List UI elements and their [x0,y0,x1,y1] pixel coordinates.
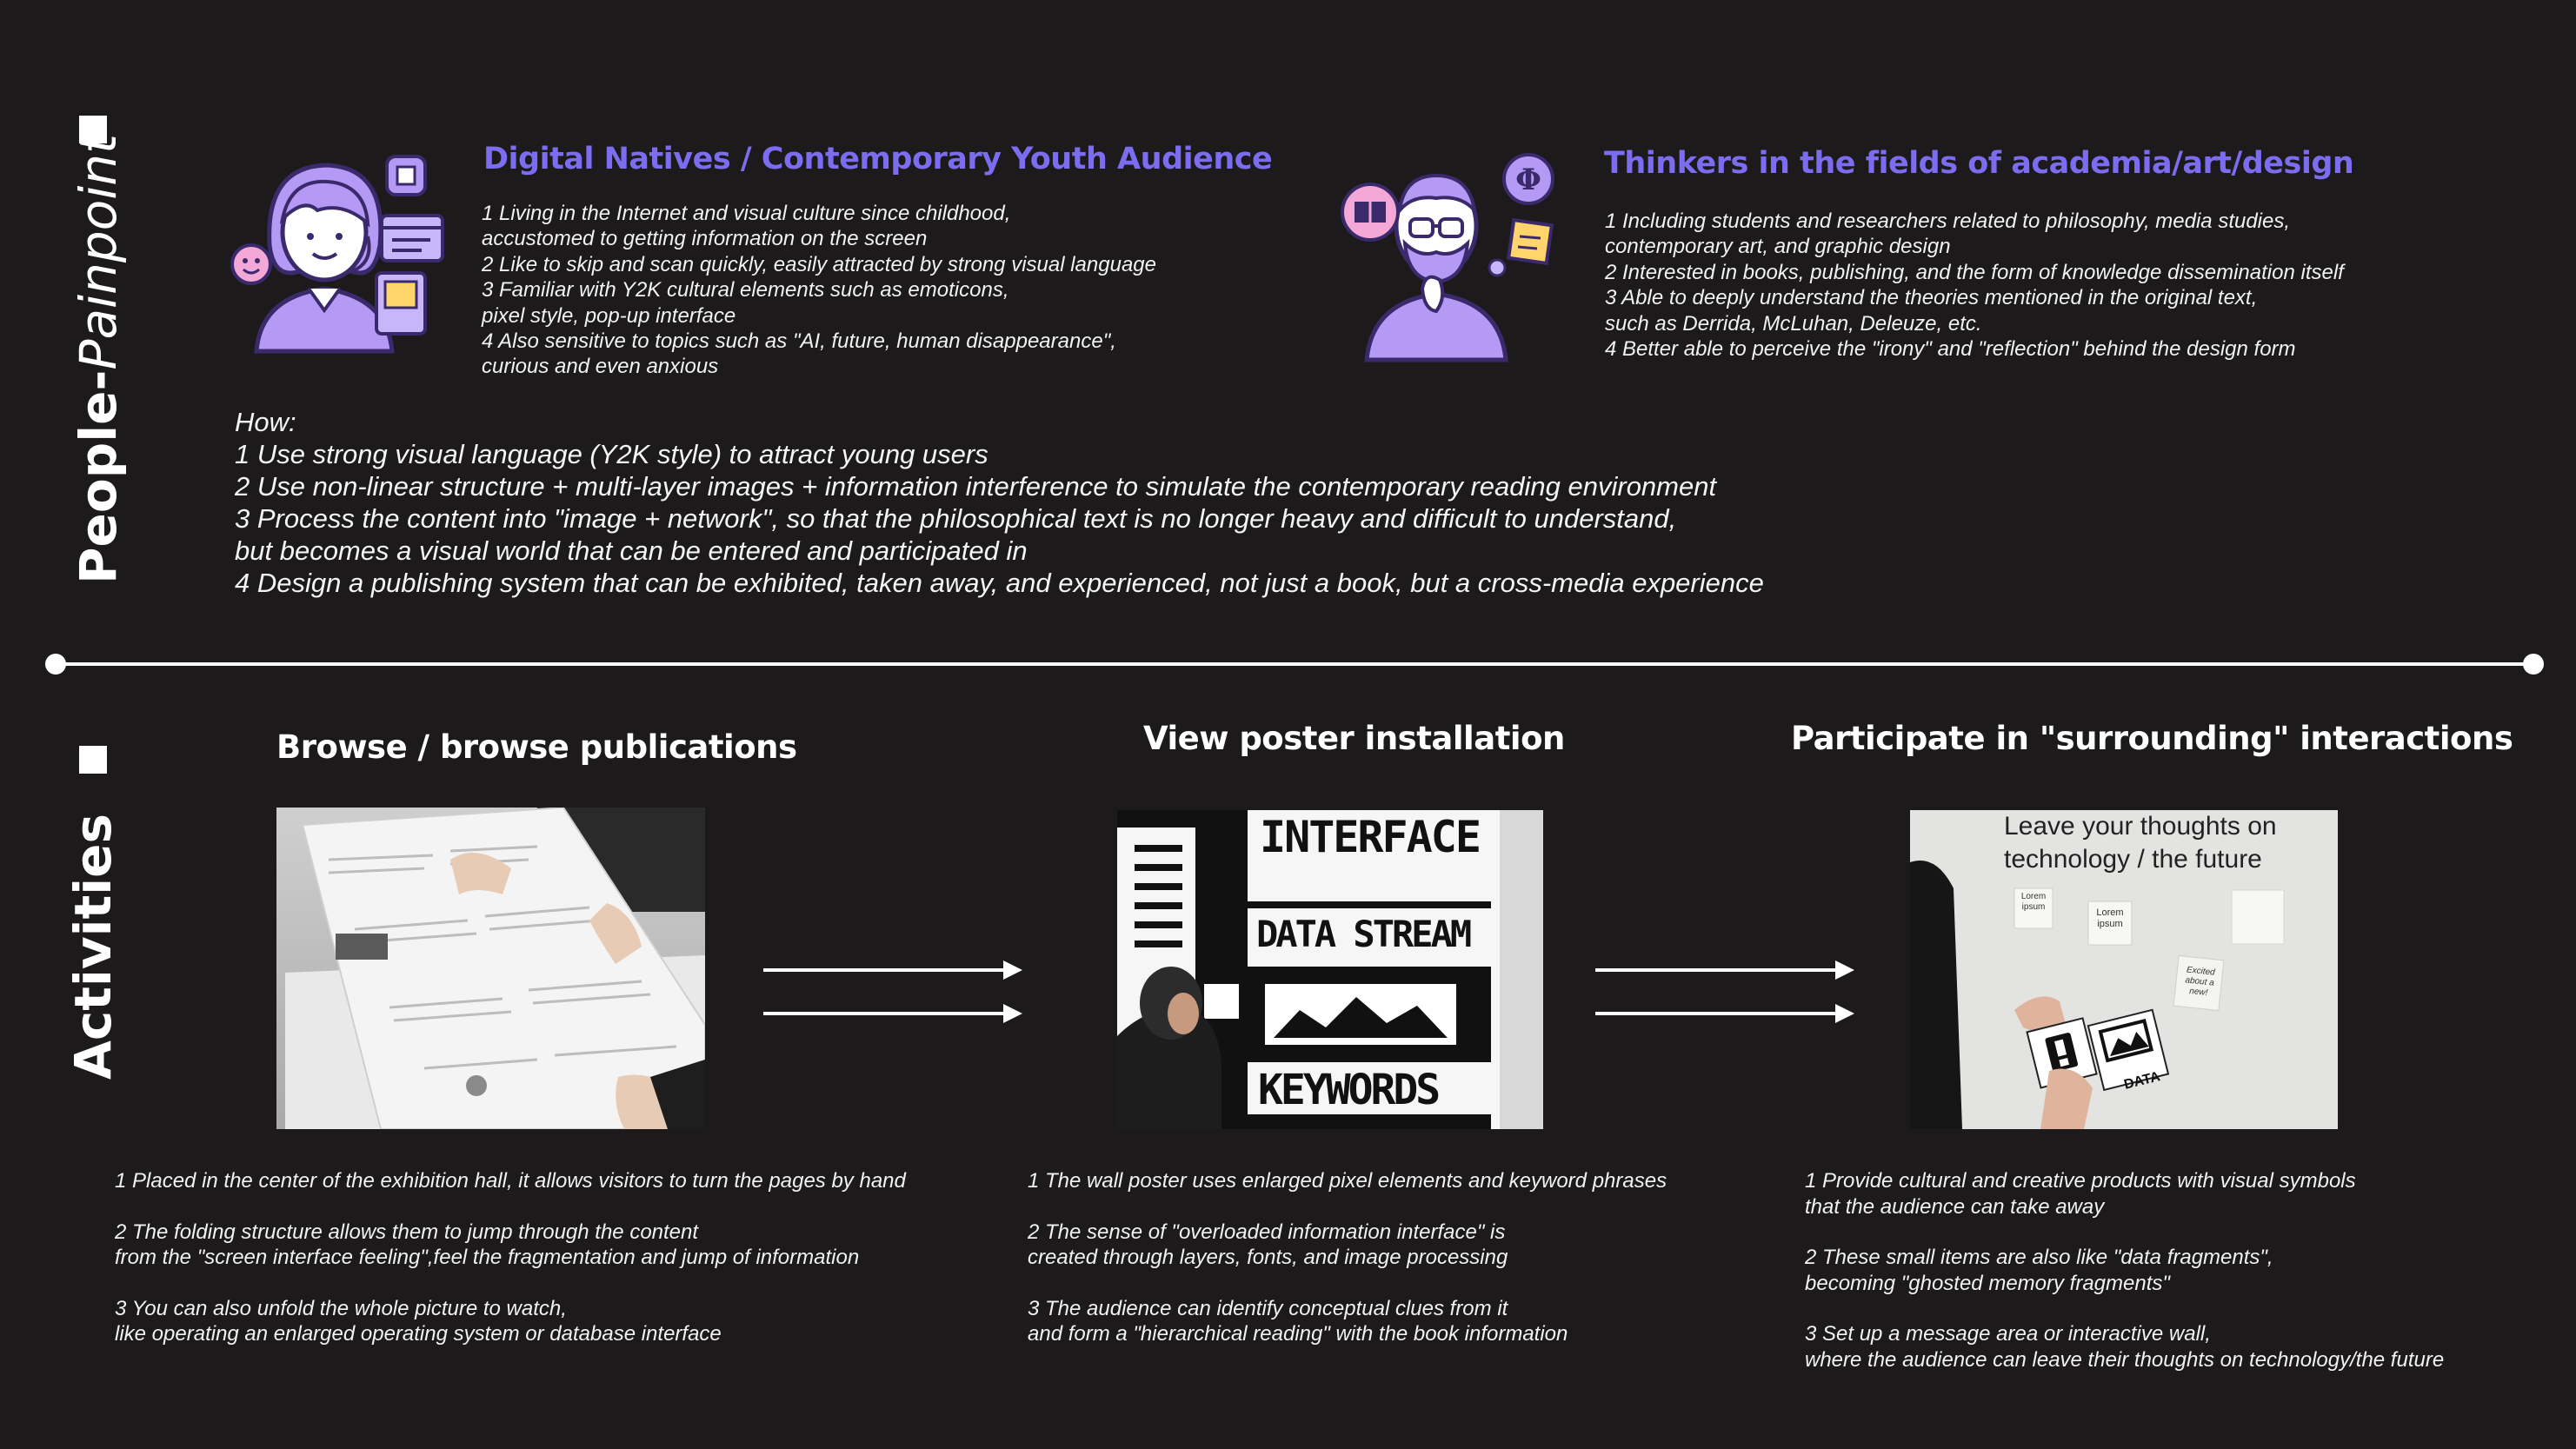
persona-line: 4 Better able to perceive the "irony" and "reflection" behind the design form [1605,337,2296,362]
desc-line: and form a "hierarchical reading" with the book information [1028,1322,1568,1346]
persona-desc-thinkers [1605,209,2344,362]
persona-desc-youth [482,201,1156,380]
desc-line: becoming "ghosted memory fragments" [1805,1271,2170,1295]
desc-line: 1 Provide cultural and creative products with visual symbols [1805,1169,2356,1193]
persona-line: contemporary art, and graphic design [1605,235,1951,259]
svg-text:Φ: Φ [1515,163,1541,197]
persona-line: accustomed to getting information on the screen [482,227,928,251]
interactive-wall-photo [1910,810,2338,1129]
desc-line: from the "screen interface feeling",feel the fragmentation and jump of information [115,1246,860,1269]
activity-title-interaction: Participate in "surrounding" interactions [1791,720,2513,757]
persona-line: 3 Familiar with Y2K cultural elements such as emoticons, [482,278,1009,302]
wall-prompt-text [2004,810,2277,876]
how-strategy-list [235,406,1764,599]
flow-arrows-1 [763,954,1024,1024]
persona-title-youth: Digital Natives / Contemporary Youth Audience [483,142,1273,176]
desc-line: 3 The audience can identify conceptual clues from it [1028,1296,1508,1320]
desc-line: 2 These small items are also like "data fragments", [1805,1246,2273,1269]
how-heading: How: [235,407,296,437]
persona-line: curious and even anxious [482,355,719,379]
persona-title-thinkers: Thinkers in the fields of academia/art/design [1604,146,2354,181]
desc-line: created through layers, fonts, and image processing [1028,1246,1508,1269]
persona-line: 2 Like to skip and scan quickly, easily attracted by strong visual language [482,252,1156,276]
desc-line: that the audience can take away [1805,1194,2105,1219]
how-item: 4 Design a publishing system that can be exhibited, taken away, and experienced, not just a book, but a cross-media experience [235,568,1764,598]
poster-word-datastream: DATA STREAM [1256,913,1470,955]
flow-arrows-2 [1595,954,1856,1024]
how-item: 3 Process the content into "image + network", so that the philosophical text is no longer heavy and difficult to understand, [235,503,1677,534]
persona-line: 3 Able to deeply understand the theories mentioned in the original text, [1605,286,2258,310]
how-item: 1 Use strong visual language (Y2K style) to attract young users [235,439,988,469]
desc-line: 3 You can also unfold the whole picture to watch, [115,1296,567,1320]
divider-dot-right [2523,654,2544,675]
desc-line: 2 The folding structure allows them to jump through the content [115,1220,699,1244]
desc-line: 1 The wall poster uses enlarged pixel elements and keyword phrases [1028,1169,1667,1193]
persona-line: pixel style, pop-up interface [482,303,736,328]
wall-prompt-line: Leave your thoughts on [2004,812,2277,841]
persona-line: 1 Living in the Internet and visual culture since childhood, [482,202,1011,225]
desc-line: where the audience can leave their thoughts on technology/the future [1805,1347,2445,1372]
young-person-with-devices-icon [222,150,448,358]
persona-line: such as Derrida, McLuhan, Deleuze, etc. [1605,311,1982,336]
activity-title-browse: Browse / browse publications [276,728,797,766]
folding-publication-photo [276,808,705,1129]
persona-line: 2 Interested in books, publishing, and the form of knowledge dissemination itself [1605,260,2344,284]
persona-line: 4 Also sensitive to topics such as "AI, future, human disappearance", [482,329,1116,354]
activity-title-poster: View poster installation [1143,720,1565,757]
divider-dot-left [45,654,66,675]
section-marker-activities [79,746,107,774]
section-label-activities: Activities [63,813,123,1080]
poster-installation-photo [1117,810,1543,1129]
desc-line: 3 Set up a message area or interactive wall, [1805,1322,2211,1346]
activity-desc-browse [115,1168,906,1373]
activity-desc-interaction [1805,1168,2444,1398]
thinker-with-books-icon [1339,150,1565,367]
section-label-people: People-Painpoint [69,134,128,584]
poster-word-interface: INTERFACE [1260,812,1480,862]
poster-word-keywords: KEYWORDS [1258,1066,1439,1114]
how-item: but becomes a visual world that can be entered and participated in [235,535,1028,566]
desc-line: like operating an enlarged operating system or database interface [115,1322,722,1346]
wall-prompt-line: technology / the future [2004,845,2262,874]
desc-line: 1 Placed in the center of the exhibition hall, it allows visitors to turn the pages by hand [115,1169,906,1193]
sticky-note-text: Lorem ipsum [2020,892,2047,912]
activity-desc-poster [1028,1168,1667,1373]
desc-line: 2 The sense of "overloaded information interface" is [1028,1220,1506,1244]
sticky-note-text: Excited about a new! [2184,965,2216,999]
card-text: DATA [2122,1069,2162,1093]
section-divider [54,662,2533,666]
sticky-note-text: Lorem ipsum [2096,907,2124,929]
how-item: 2 Use non-linear structure + multi-layer images + information interference to simulate the contemporary reading environment [235,471,1717,502]
persona-line: 1 Including students and researchers related to philosophy, media studies, [1605,209,2291,233]
